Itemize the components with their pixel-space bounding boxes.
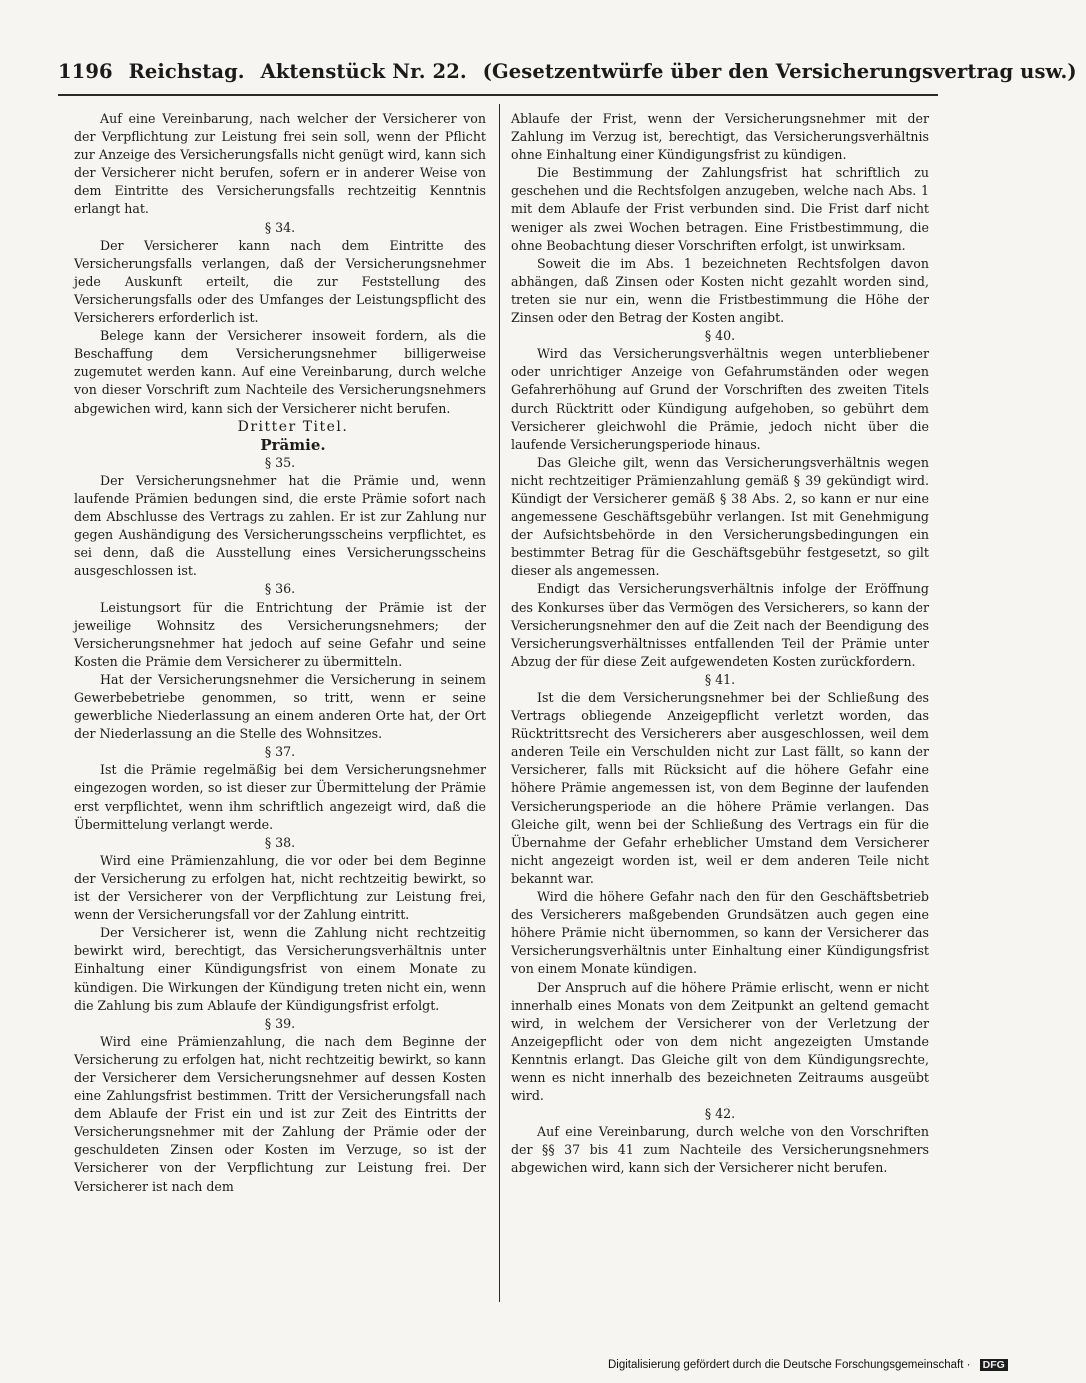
paragraph: Die Bestimmung der Zahlungsfrist hat schriftlich zu geschehen und die Rechtsfolgen anzugeben, welche nach Abs. 1 mit dem Ablaufe der Frist verbunden sind. Die Frist darf nicht weniger als zwei Wochen betragen. Eine Fristbestimmung, die ohne Beobachtung dieser Vorschriften erfolgt, ist unwirksam. — [511, 165, 929, 253]
chapter-title: Dritter Titel. — [237, 418, 349, 435]
paragraph: Der Anspruch auf die höhere Prämie erlischt, wenn er nicht innerhalb eines Monats von dem Zeitpunkt an geltend gemacht wird, in welchem der Versicherer von der Verletzung der Anzeigepflicht oder von dem nicht angezeigten Umstande Kenntnis erlangt. Das Gleiche gilt von dem Kündigungsrechte, wenn es nicht innerhalb des bezeichneten Zeitraums ausgeübt wird. — [511, 979, 929, 1104]
paragraph: Der Versicherer ist, wenn die Zahlung nicht rechtzeitig bewirkt wird, berechtigt, das Versicherungsverhältnis unter Einhaltung einer Kündigungsfrist von einem Monate zu kündigen. Die Wirkungen der Kündigung treten nicht ein, wenn die Zahlung bis zum Ablaufe der Kündigungsfrist erfolgt. — [74, 925, 486, 1013]
paragraph: Auf eine Vereinbarung, durch welche von den Vorschriften der §§ 37 bis 41 zum Nachteile des Versicherungsnehmers abgewichen wird, kann sich der Versicherer nicht berufen. — [511, 1124, 929, 1176]
paragraph: Wird eine Prämienzahlung, die vor oder bei dem Beginne der Versicherung zu erfolgen hat, nicht rechtzeitig bewirkt, so ist der Versicherer von der Verpflichtung zur Leistung frei, wenn der Versicherungsfall vor der Zahlung eintritt. — [74, 852, 486, 923]
paragraph: Wird das Versicherungsverhältnis wegen unterbliebener oder unrichtiger Anzeige von Gefahrumständen oder wegen Gefahrerhöhung auf Grund der Vorschriften des zweiten Titels durch Rücktritt oder Kündigung aufgehoben, so gebührt dem Versicherer gleichwohl die Prämie, jedoch nicht über die laufende Versicherungsperiode hinaus. — [511, 346, 929, 452]
digitization-credit — [608, 1359, 1005, 1371]
paragraph: Der Versicherungsnehmer hat die Prämie und, wenn laufende Prämien bedungen sind, die erste Prämie sofort nach dem Abschlusse des Vertrags zu zahlen. Er ist zur Zahlung nur gegen Aushändigung des Versicherungsscheins verpflichtet, es sei denn, daß die Ausstellung eines Versicherungsscheins ausgeschlossen ist. — [74, 472, 486, 579]
left-column — [74, 110, 486, 1196]
section-heading: § 40. — [704, 328, 736, 344]
section-heading: § 37. — [264, 744, 296, 760]
paragraph: Endigt das Versicherungsverhältnis infolge der Eröffnung des Konkurses über das Vermögen des Versicherers, so kann der Versicherungsnehmer den auf die Zeit nach der Beendigung des Versicherungsverhältnisses entfallenden Teil der Prämie unter Abzug der für diese Zeit aufgewendeten Kosten zurückfordern. — [511, 581, 929, 669]
paragraph: Wird eine Prämienzahlung, die nach dem Beginne der Versicherung zu erfolgen hat, nicht rechtzeitig bewirkt, so kann der Versicherer dem Versicherungsnehmer auf dessen Kosten eine Zahlungsfrist bestimmen. Tritt der Versicherungsfall nach dem Ablaufe der Frist ein und ist zur Zeit des Eintritts der Versicherungsnehmer mit der Zahlung der Prämie oder der geschuldeten Zinsen oder Kosten im Verzuge, so ist der Versicherer von der Verpflichtung zur Leistung frei. Der Versicherer ist nach dem — [74, 1033, 486, 1194]
section-heading: § 38. — [264, 834, 296, 850]
running-header — [58, 60, 1077, 83]
paragraph: Soweit die im Abs. 1 bezeichneten Rechtsfolgen davon abhängen, daß Zinsen oder Kosten nicht gezahlt worden sind, treten sie nur ein, wenn die Fristbestimmung die Höhe der Zinsen oder den Betrag der Kosten angibt. — [511, 255, 929, 326]
paragraph: Wird die höhere Gefahr nach den für den Geschäftsbetrieb des Versicherers maßgebenden Grundsätzen auch gegen eine höhere Prämie nicht übernommen, so kann der Versicherer das Versicherungsverhältnis unter Einhaltung einer Kündigungsfrist von einem Monate kündigen. — [511, 889, 929, 977]
paragraph: Leistungsort für die Entrichtung der Prämie ist der jeweilige Wohnsitz des Versicherungsnehmers; der Versicherungsnehmer hat jedoch auf seine Gefahr und seine Kosten die Prämie dem Versicherer zu übermitteln. — [74, 599, 486, 669]
header-document-number: Aktenstück Nr. 22. — [260, 60, 467, 83]
credit-text: Digitalisierung gefördert durch die Deutsche Forschungsgemeinschaft · — [608, 1359, 971, 1371]
section-heading: § 34. — [264, 219, 296, 235]
paragraph: Der Versicherer kann nach dem Eintritte des Versicherungsfalls verlangen, daß der Versicherungsnehmer jede Auskunft erteilt, die zur Feststellung des Versicherungsfalls oder des Umfanges der Leistungspflicht des Versicherers erforderlich ist. — [74, 237, 486, 326]
section-heading: § 42. — [704, 1106, 736, 1122]
header-rule — [58, 94, 938, 96]
section-heading: § 41. — [704, 671, 736, 687]
paragraph: Auf eine Vereinbarung, nach welcher der Versicherer von der Verpflichtung zur Leistung frei sein soll, wenn der Pflicht zur Anzeige des Versicherungsfalls nicht genügt wird, kann sich der Versicherer nicht berufen, sofern er in anderer Weise von dem Eintritte des Versicherungsfalls rechtzeitig Kenntnis erlangt hat. — [74, 111, 486, 217]
paragraph-continued: Ablaufe der Frist, wenn der Versicherungsnehmer mit der Zahlung im Verzug ist, berechtigt, das Versicherungsverhältnis ohne Einhaltung einer Kündigungsfrist zu kündigen. — [511, 111, 929, 163]
right-column — [511, 110, 929, 1178]
header-reichstag: Reichstag. — [128, 60, 245, 83]
section-heading: § 35. — [264, 454, 296, 470]
column-divider — [499, 104, 500, 1302]
chapter-subtitle: Prämie. — [260, 435, 326, 454]
header-subject: (Gesetzentwürfe über den Versicherungsvertrag usw.) — [482, 60, 1077, 83]
section-heading: § 36. — [264, 581, 296, 597]
paragraph: Hat der Versicherungsnehmer die Versicherung in seinem Gewerbebetriebe genommen, so tritt, wenn er seine gewerbliche Niederlassung an einem anderen Orte hat, der Ort der Niederlassung an die Stelle des Wohnsitzes. — [74, 671, 486, 742]
section-heading: § 39. — [264, 1015, 296, 1031]
paragraph: Das Gleiche gilt, wenn das Versicherungsverhältnis wegen nicht rechtzeitiger Prämienzahlung gemäß § 39 gekündigt wird. Kündigt der Versicherer gemäß § 38 Abs. 2, so kann er nur eine angemessene Geschäftsgebühr verlangen. Ist mit Genehmigung der Aufsichtsbehörde in den Versicherungsbedingungen ein bestimmter Betrag für die Geschäftsgebühr festgesetzt, so gilt dieser als angemessen. — [511, 454, 929, 579]
paragraph: Ist die dem Versicherungsnehmer bei der Schließung des Vertrags obliegende Anzeigepflicht verletzt worden, das Rücktrittsrecht des Versicherers aber ausgeschlossen, weil dem anderen Teile ein Verschulden nicht zur Last fällt, so kann der Versicherer, falls mit Rücksicht auf die höhere Gefahr eine höhere Prämie angemessen ist, von dem Beginne der laufenden Versicherungsperiode an die höhere Prämie verlangen. Das Gleiche gilt, wenn bei der Schließung des Vertrags ein für die Übernahme der Gefahr erheblicher Umstand dem Versicherer nicht angezeigt worden ist, weil er dem anderen Teile nicht bekannt war. — [511, 690, 929, 886]
paragraph: Ist die Prämie regelmäßig bei dem Versicherungsnehmer eingezogen worden, so ist dieser zur Übermittelung der Prämie erst verpflichtet, wenn ihm schriftlich angezeigt wird, daß die Übermittelung verlangt werde. — [74, 762, 486, 832]
paragraph: Belege kann der Versicherer insoweit fordern, als die Beschaffung dem Versicherungsnehmer billigerweise zugemutet werden kann. Auf eine Vereinbarung, durch welche von dieser Vorschrift zum Nachteile des Versicherungsnehmers abgewichen wird, kann sich der Versicherer nicht berufen. — [74, 328, 486, 416]
page-number: 1196 — [58, 60, 113, 83]
dfg-logo: DFG — [980, 1359, 1008, 1371]
